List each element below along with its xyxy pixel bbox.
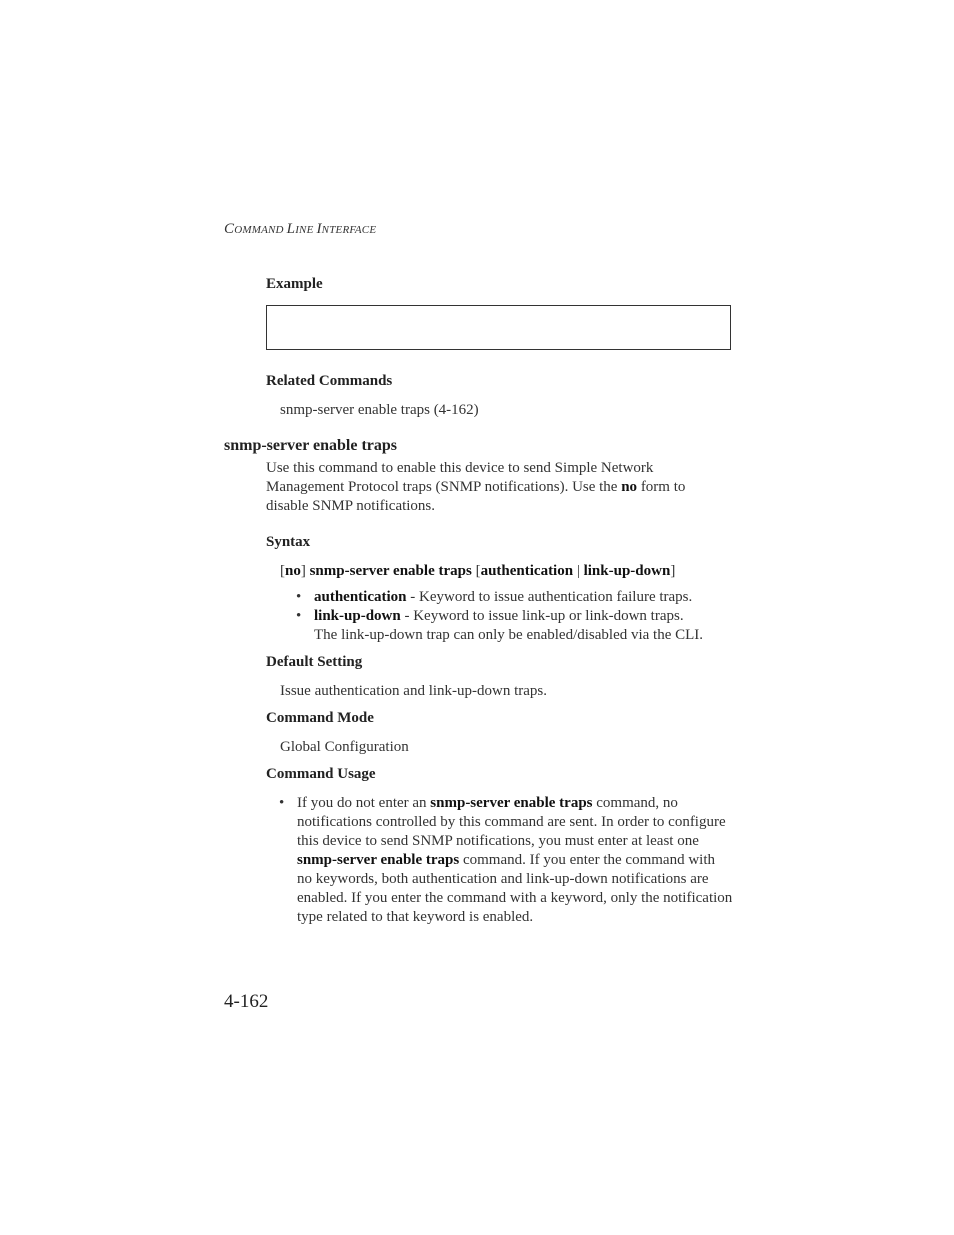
default-setting-text: Issue authentication and link-up-down traps. — [280, 683, 548, 699]
syntax-line — [280, 562, 675, 581]
command-title: snmp-server enable traps — [224, 437, 398, 454]
no-keyword: no — [621, 479, 638, 495]
description-line-3: disable SNMP notifications. — [266, 498, 436, 514]
header-cap-i: I — [316, 221, 322, 237]
bullet-term: link-up-down — [314, 608, 401, 624]
usage-line-1-cmd: snmp-server enable traps — [430, 795, 593, 811]
description-line-2-tail: form to — [637, 479, 686, 495]
syntax-bullet-link-up-down — [296, 607, 703, 645]
page-number: 4-162 — [224, 991, 269, 1012]
syntax-bullets — [296, 588, 703, 645]
bullet-glyph: • — [296, 589, 302, 605]
running-header — [224, 221, 376, 238]
example-box — [266, 305, 731, 350]
related-commands-heading: Related Commands — [266, 373, 393, 389]
usage-line-4-b: command. If you enter the command with — [459, 852, 715, 868]
bullet-glyph: • — [296, 608, 302, 624]
command-usage-bullet — [279, 794, 732, 927]
usage-line-4 — [297, 851, 732, 870]
bullet-term: authentication — [314, 589, 407, 605]
usage-line-4-cmd: snmp-server enable traps — [297, 852, 460, 868]
example-heading: Example — [266, 276, 323, 292]
header-small-nterface: NTERFACE — [321, 224, 377, 236]
syntax-command: snmp-server enable traps — [309, 563, 472, 579]
header-small-ine: INE — [295, 224, 317, 236]
command-description — [266, 459, 685, 516]
command-usage-bullets — [279, 794, 732, 927]
syntax-link-up-down: link-up-down — [583, 563, 671, 579]
bullet-text: - Keyword to issue authentication failure traps. — [406, 589, 693, 605]
usage-line-1 — [297, 794, 732, 813]
header-small-ommand: OMMAND — [234, 224, 287, 236]
description-line-2 — [266, 478, 685, 497]
syntax-authentication: authentication — [480, 563, 574, 579]
syntax-bullet-authentication — [296, 588, 703, 607]
syntax-pipe: | — [573, 563, 584, 579]
usage-line-1-c: command, no — [592, 795, 678, 811]
command-mode-heading: Command Mode — [266, 710, 374, 726]
syntax-open-bracket-2: [ — [471, 563, 481, 579]
syntax-open-bracket: [ — [280, 563, 285, 579]
header-cap-l: L — [286, 221, 296, 237]
description-line-1: Use this command to enable this device to send Simple Network — [266, 460, 654, 476]
command-usage-heading: Command Usage — [266, 766, 376, 782]
default-setting-heading: Default Setting — [266, 654, 363, 670]
bullet-glyph: • — [279, 795, 285, 811]
description-line-2-text: Management Protocol traps (SNMP notifications). Use the — [266, 479, 622, 495]
usage-line-6: enabled. If you enter the command with a keyword, only the notification — [297, 890, 733, 906]
syntax-no: no — [285, 563, 301, 579]
command-mode-text: Global Configuration — [280, 739, 409, 755]
syntax-close-bracket-2: ] — [670, 563, 676, 579]
usage-line-7: type related to that keyword is enabled. — [297, 909, 534, 925]
bullet-text-continued: The link-up-down trap can only be enabled/disabled via the CLI. — [314, 627, 704, 643]
header-cap-c: C — [224, 221, 235, 237]
bullet-text: - Keyword to issue link-up or link-down traps. — [400, 608, 684, 624]
syntax-heading: Syntax — [266, 534, 311, 550]
usage-line-3: this device to send SNMP notifications, you must enter at least one — [297, 833, 699, 849]
related-command-item: snmp-server enable traps (4-162) — [280, 402, 479, 418]
syntax-close-bracket: ] — [300, 563, 310, 579]
usage-line-2: notifications controlled by this command are sent. In order to configure — [297, 814, 726, 830]
usage-line-5: no keywords, both authentication and link-up-down notifications are — [297, 871, 709, 887]
usage-line-1-a: If you do not enter an — [297, 795, 431, 811]
